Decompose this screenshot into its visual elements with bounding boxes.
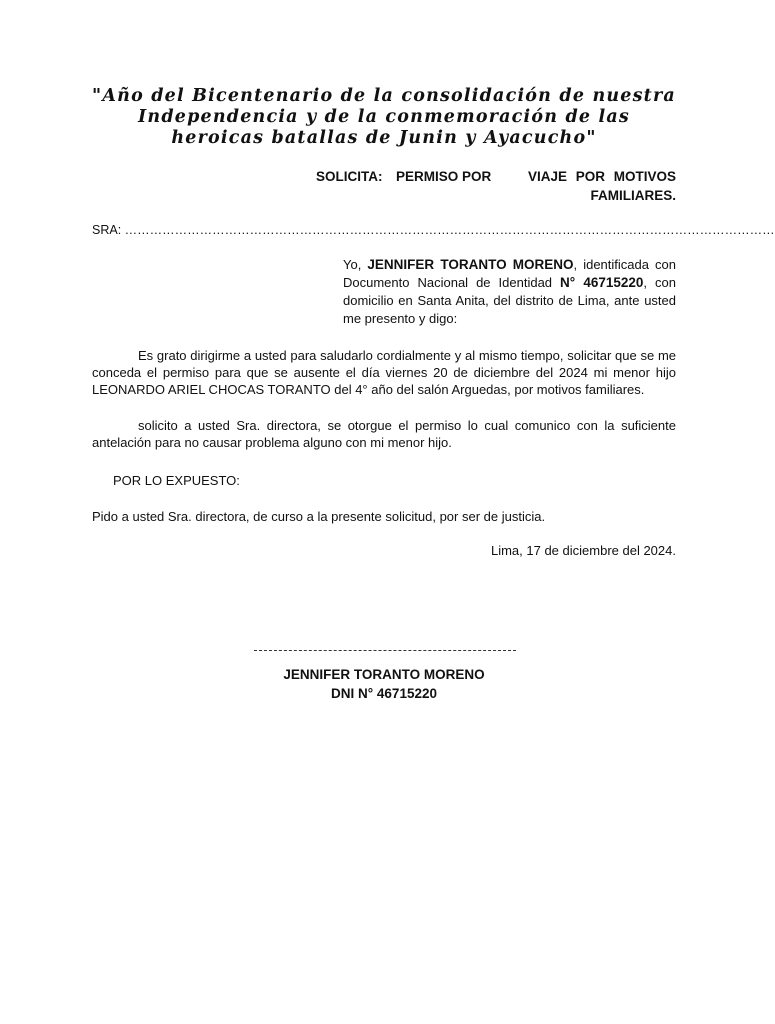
addressee-line: SRA: ………………………………………………………………………………………………………………………………………… (92, 223, 775, 237)
reason-paragraph (92, 417, 676, 451)
signature-block (184, 665, 584, 703)
signature-line (254, 650, 516, 651)
applicant-name: JENNIFER TORANTO MORENO (367, 257, 574, 272)
solicita-word2: VIAJE POR MOTIVOS (528, 169, 676, 184)
por-lo-expuesto: POR LO EXPUESTO: (113, 473, 240, 488)
solicita-word1: PERMISO POR (396, 169, 492, 184)
applicant-dni: N° 46715220 (560, 275, 644, 290)
date-line: Lima, 17 de diciembre del 2024. (490, 543, 676, 558)
request-paragraph (92, 347, 676, 399)
intro-mid: , identificada con Documento Nacional de Identidad (343, 257, 676, 290)
petition-line: Pido a usted Sra. directora, de curso a la presente solicitud, por ser de justicia. (92, 509, 546, 524)
request-text: Es grato dirigirme a usted para saludarlo cordialmente y al mismo tiempo, solicitar que se me conceda el permiso para que se ausente el día viernes 20 de diciembre del 2024 mi menor hijo LEONARDO ARIEL CHOCAS TORANTO del 4° año del salón Arguedas, por motivos familiares. (92, 348, 676, 398)
solicita-block (300, 167, 676, 205)
intro-pre: Yo, (343, 257, 368, 272)
signature-name: JENNIFER TORANTO MORENO (283, 667, 485, 682)
solicita-label: SOLICITA: (316, 169, 383, 184)
year-title: "Año del Bicentenario de la consolidación de nuestra Independencia y de la conmemoración de las heroicas batallas de Junin y Ayacucho" (92, 86, 676, 148)
reason-text: solicito a usted Sra. directora, se otorgue el permiso lo cual comunico con la suficiente antelación para no causar problema alguno con mi menor hijo. (92, 418, 676, 451)
intro-post: , con domicilio en Santa Anita, del distrito de Lima, ante usted me presento y digo: (343, 275, 676, 326)
signature-dni: DNI N° 46715220 (331, 686, 437, 701)
solicita-line2: FAMILIARES. (590, 188, 676, 203)
intro-paragraph (343, 256, 676, 328)
